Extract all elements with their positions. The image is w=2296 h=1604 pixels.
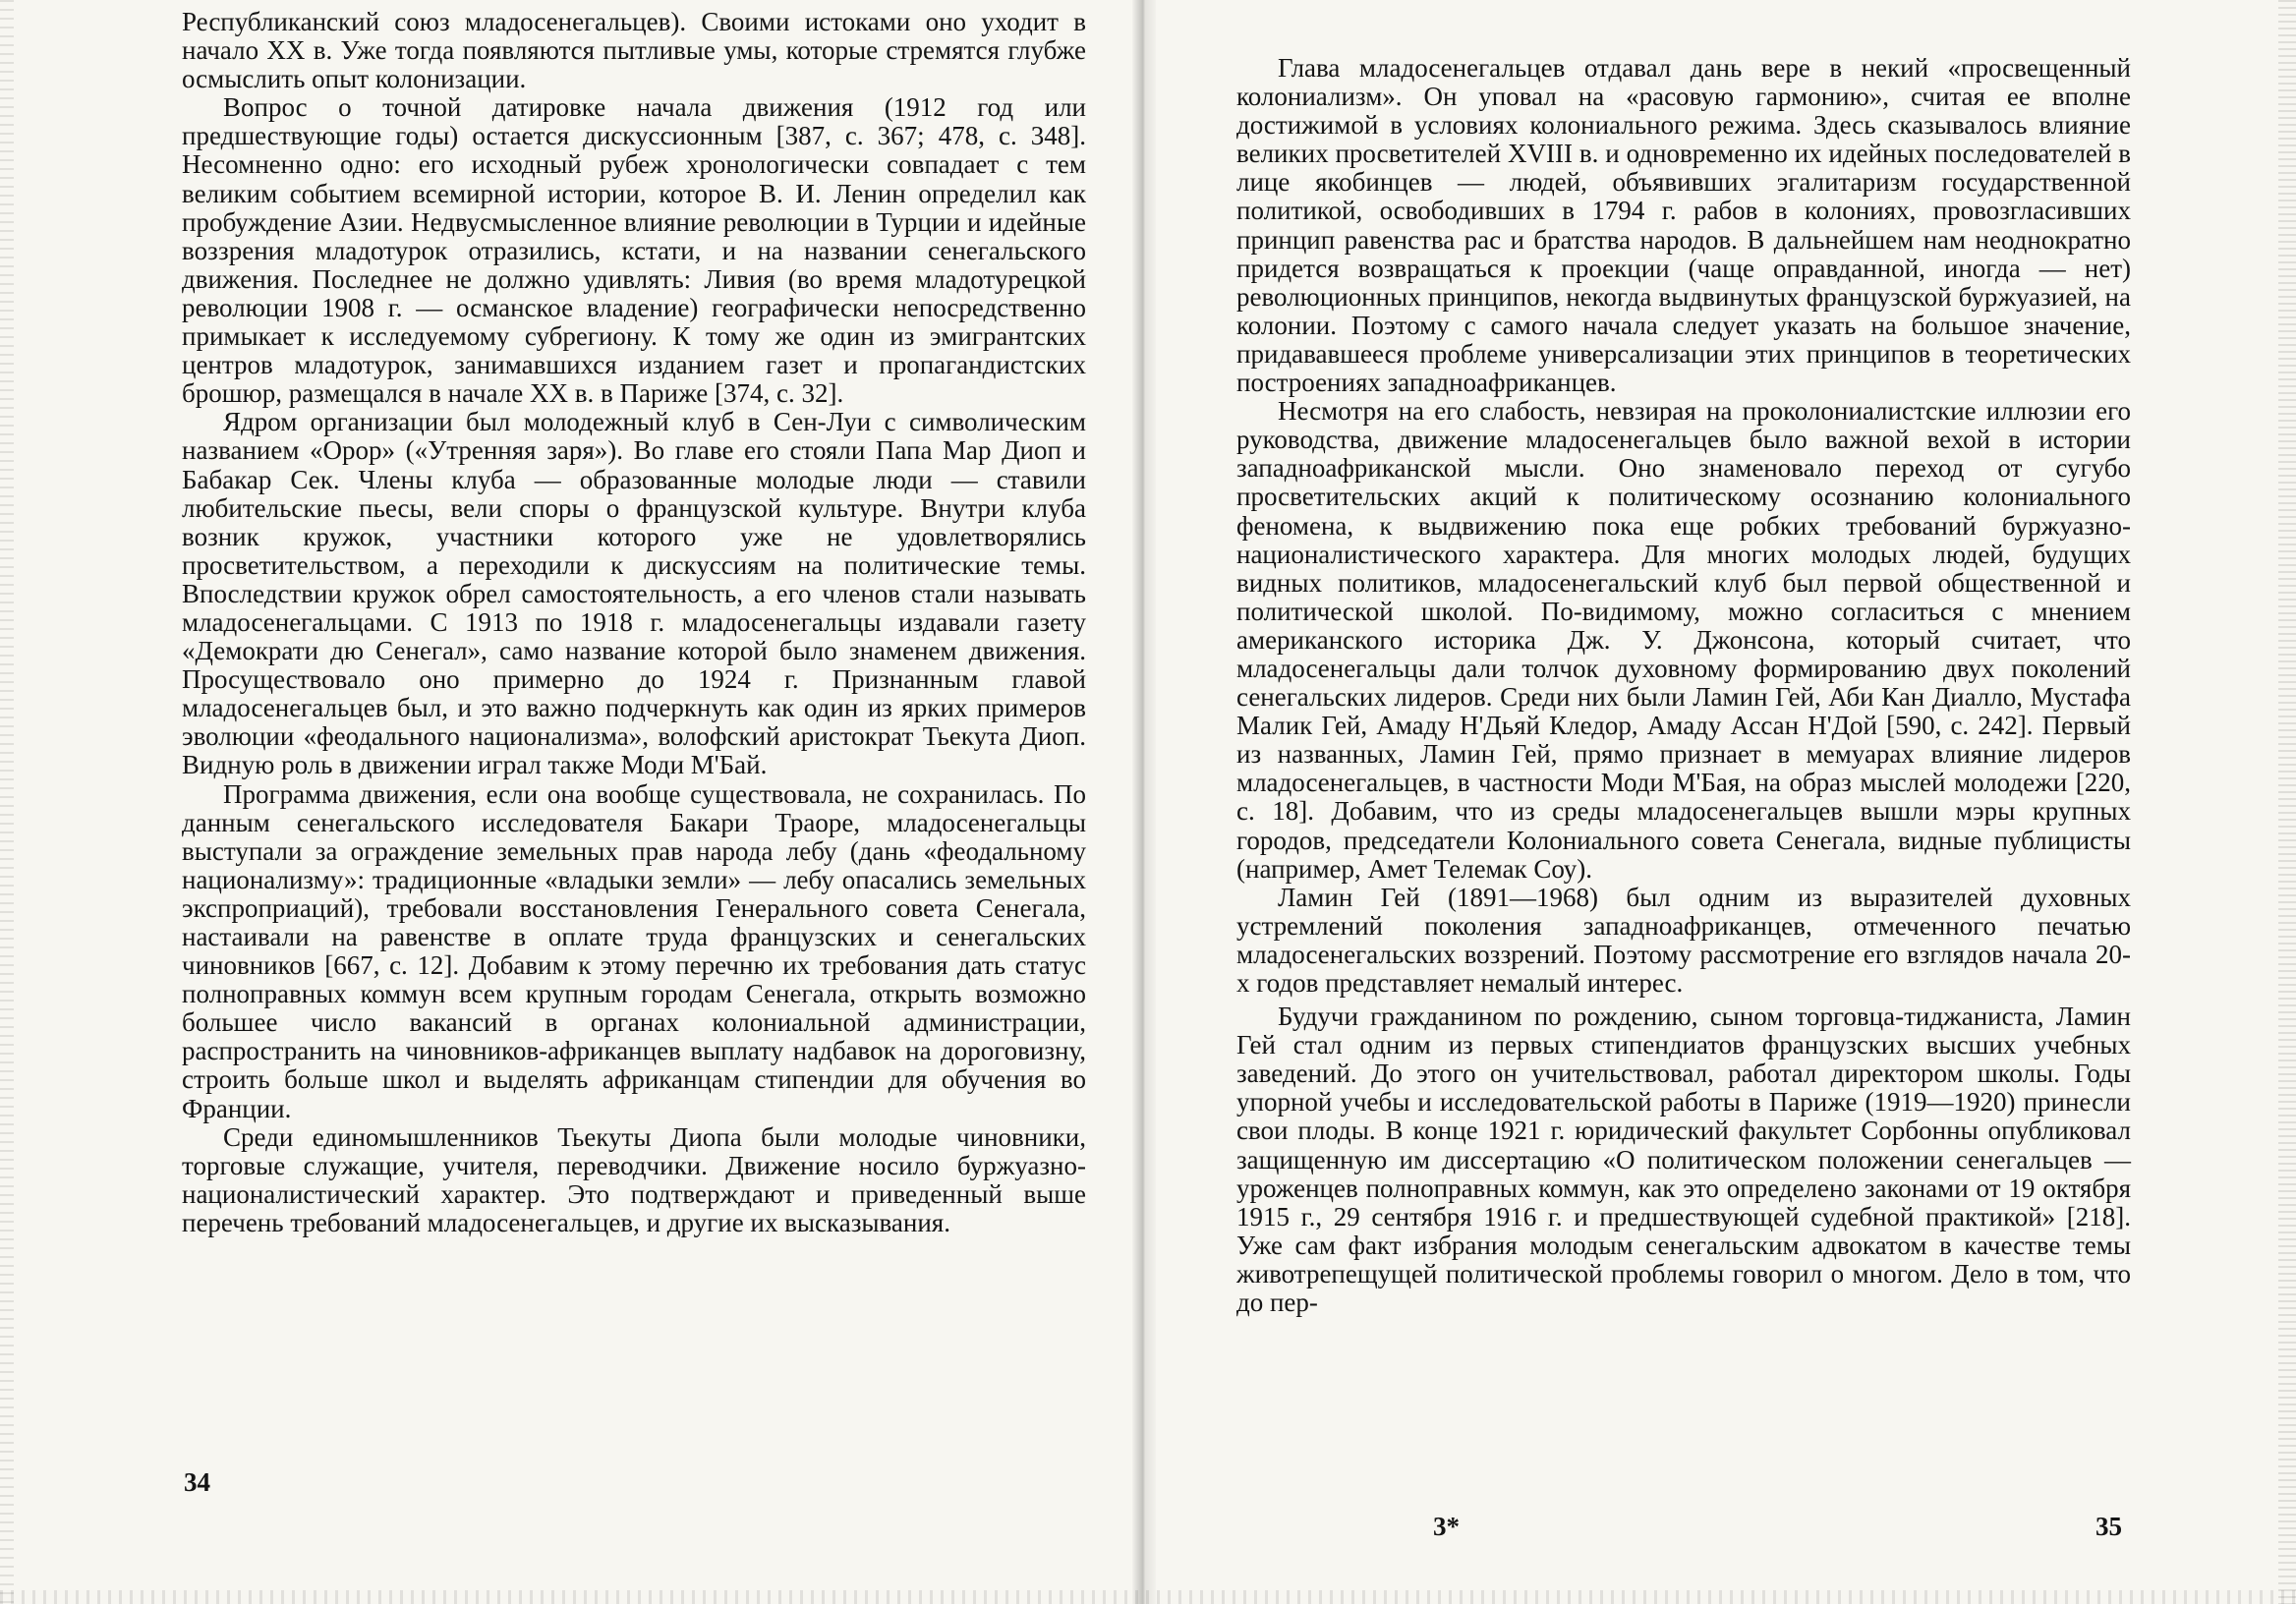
right-paragraph-1: Глава младосенегальцев отдавал дань вере в некий «просвещенный колониализм». Он уповал на «расовую гармонию», считая ее вполне достижимой в условиях колониального режима. Здесь сказывалось влияние великих просветителей XVIII в. и одновременно их идейных последователей в лице якобинцев — людей, объявивших эгалитаризм государственной политикой, освободивших в 1794 г. рабов в колониях, провозгласивших принцип равенства рас и братства народов. В дальнейшем нам неоднократно придется возвращаться к проекции (чаще оправданной, иногда — нет) революционных принципов, некогда выдвинутых французской буржуазией, на колонии. Поэтому с самого начала следует указать на большое значение, придававшееся проблеме универсализации этих принципов в теоретических построениях западноафриканцев.	[1236, 53, 2131, 398]
left-page	[0, 0, 1140, 1604]
signature-mark: 3*	[1433, 1512, 1460, 1541]
left-page-text	[182, 8, 1086, 1237]
left-paragraph-4: Программа движения, если она вообще существовала, не сохранилась. По данным сенегальского исследователя Бакари Траоре, младосенегальцы выступали за ограждение земельных прав народа лебу (дань «феодальному национализму»: традиционные «владыки земли» — лебу опасались земельных экспроприаций), требовали восстановления Генерального совета Сенегала, настаивали на равенстве в оплате труда французских и сенегальских чиновников [667, с. 12]. Добавим к этому перечню их требования дать статус полноправных коммун всем крупным городам Сенегала, открыть возможно большее число вакансий в органах колониальной администрации, распространить на чиновников-африканцев выплату надбавок на дороговизну, строить больше школ и выделять африканцам стипендии для обучения во Франции.	[182, 778, 1086, 1123]
right-paragraph-2: Несмотря на его слабость, невзирая на проколониалистские иллюзии его руководства, движение младосенегальцев было важной вехой в истории западноафриканской мысли. Оно знаменовало переход от сугубо просветительских акций к политическому осознанию колониального феномена, к выдвижению пока еще робких требований буржуазно-националистического характера. Для многих молодых людей, будущих видных политиков, младосенегальский клуб был первой общественной и политической школой. По-видимому, можно согласиться с мнением американского историка Дж. У. Джонсона, который считает, что младосенегальцы дали толчок духовному формированию двух поколений сенегальских лидеров. Среди них были Ламин Гей, Аби Кан Диалло, Мустафа Малик Гей, Амаду Н'Дьяй Кледор, Амаду Ассан Н'Дой [590, с. 242]. Первый из названных, Ламин Гей, прямо признает в мемуарах влияние лидеров младосенегальцев, в частности Моди М'Бая, на образ мыслей молодежи [220, с. 18]. Добавим, что из среды младосенегальцев вышли мэры крупных городов, председатели Колониального совета Сенегала, видные публицисты (например, Амет Телемак Соу).	[1236, 396, 2131, 884]
right-page	[1140, 0, 2296, 1604]
scan-edge-left	[0, 0, 14, 1604]
right-page-number: 35	[2095, 1512, 2122, 1541]
left-paragraph-3: Ядром организации был молодежный клуб в Сен-Луи с символическим названием «Орор» («Утренняя заря»). Во главе его стояли Папа Мар Диоп и Бабакар Сек. Члены клуба — образованные молодые люди — ставили любительские пьесы, вели споры о французской культуре. Внутри клуба возник кружок, участники которого уже не удовлетворялись просветительством, а переходили к дискуссиям на политические темы. Впоследствии кружок обрел самостоятельность, а его членов стали называть младосенегальцами. С 1913 по 1918 г. младосенегальцы издавали газету «Демократи дю Сенегал», само название которой было знаменем движения. Просуществовало оно примерно до 1924 г. Признанным главой младосенегальцев был, и это важно подчеркнуть как один из ярких примеров эволюции «феодального национализма», волофский аристократ Тьекута Диоп. Видную роль в движении играл также Моди М'Бай.	[182, 407, 1086, 780]
right-paragraph-3: Ламин Гей (1891—1968) был одним из выразителей духовных устремлений поколения западноафриканцев, отмеченного печатью младосенегальских воззрений. Поэтому рассмотрение его взглядов начала 20-х годов представляет немалый интерес.	[1236, 882, 2131, 998]
left-paragraph-5: Среди единомышленников Тьекуты Диопа были молодые чиновники, торговые служащие, учителя, переводчики. Движение носило буржуазно-националистический характер. Это подтверждают и приведенный выше перечень требований младосенегальцев, и другие их высказывания.	[182, 1121, 1086, 1237]
left-page-number: 34	[184, 1467, 210, 1497]
right-paragraph-4: Будучи гражданином по рождению, сыном торговца-тиджаниста, Ламин Гей стал одним из первых стипендиатов французских высших учебных заведений. До этого он учительствовал, работал директором школы. Годы упорной учебы и исследовательской работы в Париже (1919—1920) принесли свои плоды. В конце 1921 г. юридический факультет Сорбонны опубликовал защищенную им диссертацию «О политическом положении сенегальцев — уроженцев полноправных коммун, как это определено законами от 19 октября 1915 г., 29 сентября 1916 г. и предшествующей судебной практикой» [218]. Уже сам факт избрания молодым сенегальским адвокатом в качестве темы животрепещущей политической проблемы говорил о многом. Дело в том, что до пер-	[1236, 1002, 2131, 1318]
scan-edge-bottom	[0, 1590, 2296, 1604]
scan-edge-right	[2278, 0, 2296, 1604]
right-page-text	[1236, 54, 2131, 1317]
left-paragraph-1: Республиканский союз младосенегальцев). Своими истоками оно уходит в начало XX в. Уже тогда появляются пытливые умы, которые стремятся глубже осмыслить опыт колонизации.	[182, 7, 1086, 94]
book-gutter	[1132, 0, 1156, 1604]
left-paragraph-2: Вопрос о точной датировке начала движения (1912 год или предшествующие годы) остается дискуссионным [387, с. 367; 478, с. 348]. Несомненно одно: его исходный рубеж хронологически совпадает с тем великим событием всемирной истории, которое В. И. Ленин определил как пробуждение Азии. Недвусмысленное влияние революции в Турции и идейные воззрения младотурок отразились, кстати, и на названии сенегальского движения. Последнее не должно удивлять: Ливия (во время младотурецкой революции 1908 г. — османское владение) географически непосредственно примыкает к исследуемому субрегиону. К тому же один из эмигрантских центров младотурок, занимавшихся изданием газет и пропагандистских брошюр, размещался в начале XX в. в Париже [374, с. 32].	[182, 92, 1086, 409]
